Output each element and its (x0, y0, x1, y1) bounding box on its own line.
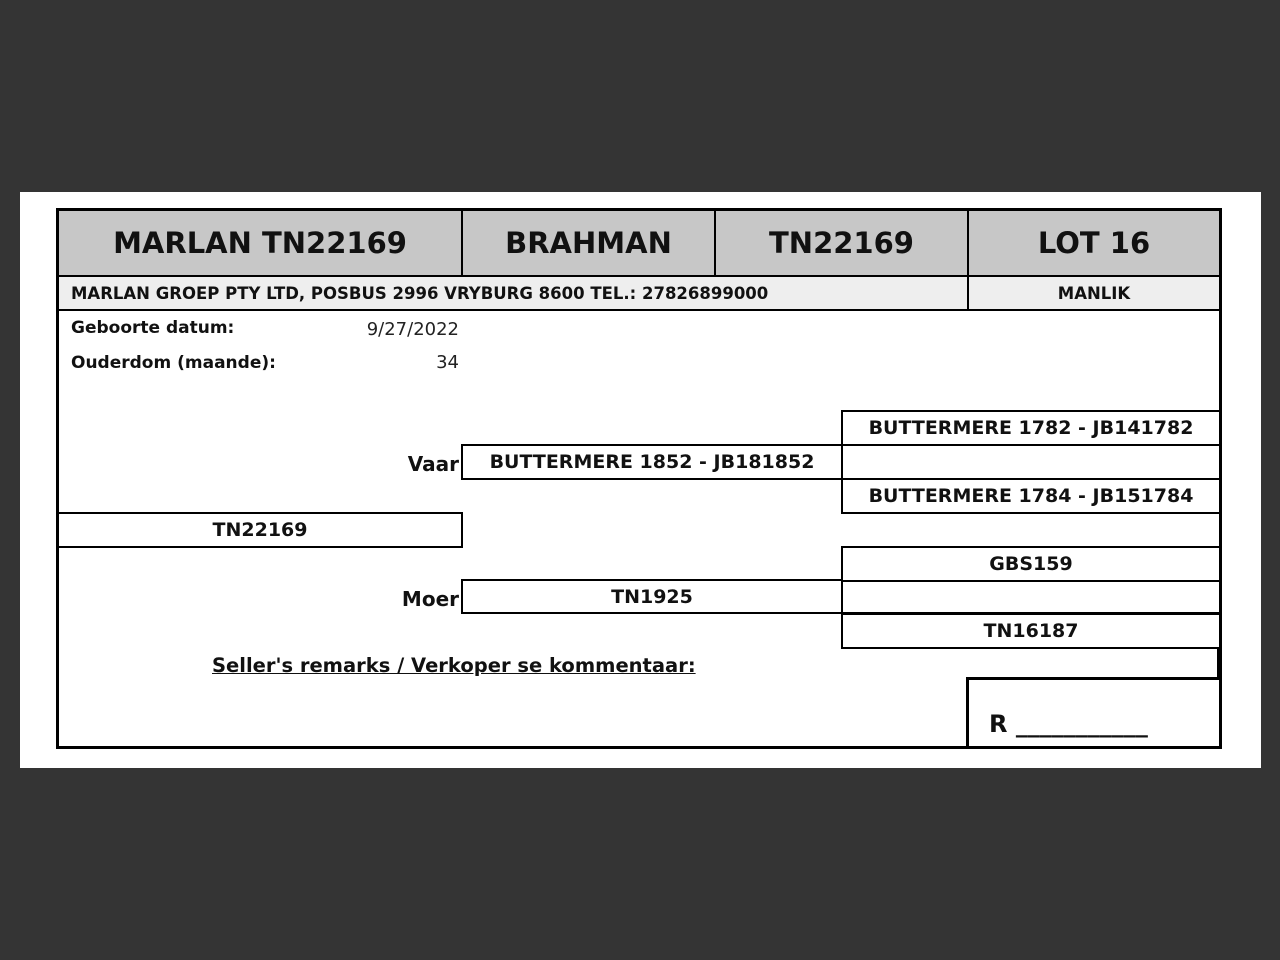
id-cell: TN22169 (716, 211, 969, 277)
seller-info: MARLAN GROEP PTY LTD, POSBUS 2996 VRYBURG 8600 TEL.: 27826899000 (59, 277, 969, 311)
sire-connector-line (841, 444, 1219, 446)
sire-sire-box: BUTTERMERE 1782 - JB141782 (841, 410, 1219, 446)
dam-sire-box: GBS159 (841, 546, 1219, 582)
sire-box: BUTTERMERE 1852 - JB181852 (461, 444, 843, 480)
age-value: 34 (436, 352, 459, 373)
price-box-right-line (1217, 647, 1219, 679)
lot-cell: LOT 16 (969, 211, 1219, 277)
lot-card (56, 208, 1222, 749)
dam-box: TN1925 (461, 579, 843, 614)
animal-box: TN22169 (59, 512, 463, 548)
sex-cell: MANLIK (969, 277, 1219, 311)
dam-dam-box: TN16187 (841, 613, 1219, 649)
dam-label: Moer (401, 587, 459, 611)
birth-date-label: Geboorte datum: (71, 318, 235, 338)
breed-cell: BRAHMAN (463, 211, 716, 277)
sire-label: Vaar (407, 452, 459, 476)
price-field: R ___________ (989, 710, 1148, 738)
price-box (966, 677, 1219, 746)
age-label: Ouderdom (maande): (71, 353, 276, 373)
document-sheet (20, 192, 1261, 768)
sire-dam-box: BUTTERMERE 1784 - JB151784 (841, 478, 1219, 514)
animal-name-cell: MARLAN TN22169 (59, 211, 463, 277)
birth-date-value: 9/27/2022 (366, 319, 459, 340)
remarks-label: Seller's remarks / Verkoper se kommentaar: (212, 654, 696, 677)
